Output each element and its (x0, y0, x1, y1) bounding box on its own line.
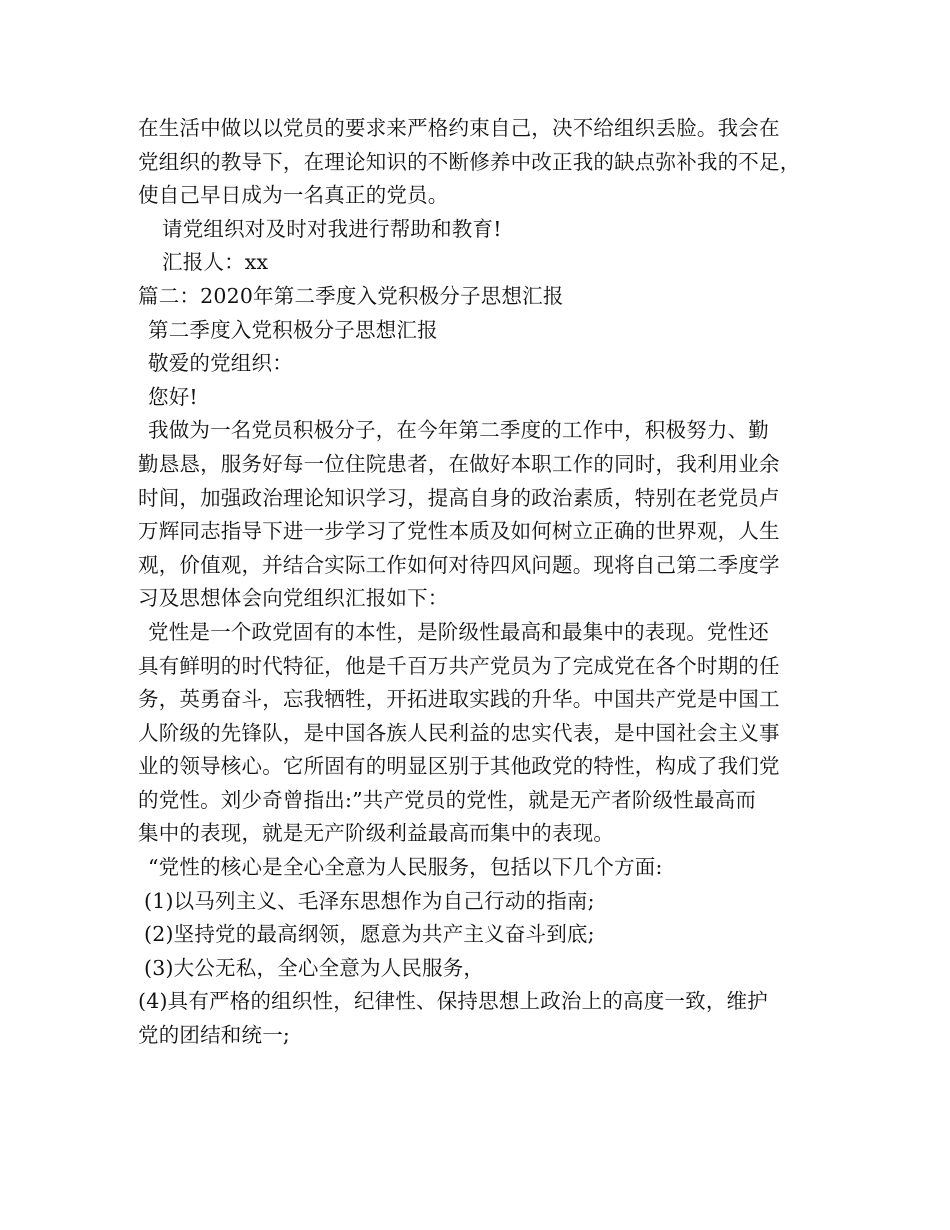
text-line: 的党性。刘少奇曾指出:”共产党员的党性，就是无产者阶级性最高而 (138, 787, 757, 812)
text-line: 观，价值观，并结合实际工作如何对待四风问题。现将自己第二季度学 (138, 552, 780, 577)
text-line: 万辉同志指导下进一步学习了党性本质及如何树立正确的世界观，人生 (138, 519, 780, 544)
list-item: (3)大公无私，全心全意为人民服务， (144, 955, 485, 980)
text-line: 业的领导核心。它所固有的明显区别于其他政党的特性，构成了我们党 (138, 754, 780, 779)
document-body (138, 112, 818, 1053)
text-line: 党组织的教导下，在理论知识的不断修养中改正我的缺点弥补我的不足， (138, 149, 801, 174)
section-heading: 篇二：2020年第二季度入党积极分子思想汇报 (138, 283, 564, 308)
report-title: 第二季度入党积极分子思想汇报 (148, 317, 438, 342)
list-item: (4)具有严格的组织性，纪律性、保持思想上政治上的高度一致，维护 (138, 989, 768, 1014)
text-line: 请党组织对及时对我进行帮助和教育! (162, 216, 502, 241)
text-line: 人阶级的先锋队，是中国各族人民利益的忠实代表，是中国社会主义事 (138, 720, 780, 745)
text-line: 党的团结和统一; (138, 1023, 291, 1048)
text-line: 我做为一名党员积极分子，在今年第二季度的工作中，积极努力、勤 (148, 418, 769, 443)
text-line: 集中的表现，就是无产阶级利益最高而集中的表现。 (138, 821, 615, 846)
text-line: 在生活中做以以党员的要求来严格约束自己，决不给组织丢脸。我会在 (138, 116, 780, 140)
salutation: 敬爱的党组织： (148, 351, 293, 376)
list-item: (1)以马列主义、毛泽东思想作为自己行动的指南; (144, 888, 595, 913)
text-line: 习及思想体会向党组织汇报如下： (138, 586, 449, 611)
text-line: 使自己早日成为一名真正的党员。 (138, 183, 449, 208)
text-line: 勤恳恳，服务好每一位住院患者，在做好本职工作的同时，我利用业余 (138, 451, 780, 476)
signature-line: 汇报人：xx (162, 250, 269, 275)
text-line: 时间，加强政治理论知识学习，提高自身的政治素质，特别在老党员卢 (138, 485, 780, 510)
text-line: 党性是一个政党固有的本性，是阶级性最高和最集中的表现。党性还 (148, 619, 769, 644)
text-line: “党性的核心是全心全意为人民服务，包括以下几个方面: (148, 855, 663, 880)
text-line: 务，英勇奋斗，忘我牺牲，开拓进取实践的升华。中国共产党是中国工 (138, 687, 780, 712)
list-item: (2)坚持党的最高纲领，愿意为共产主义奋斗到底; (144, 922, 595, 947)
text-line: 具有鲜明的时代特征，他是千百万共产党员为了完成党在各个时期的任 (138, 653, 780, 678)
greeting: 您好! (148, 384, 198, 409)
